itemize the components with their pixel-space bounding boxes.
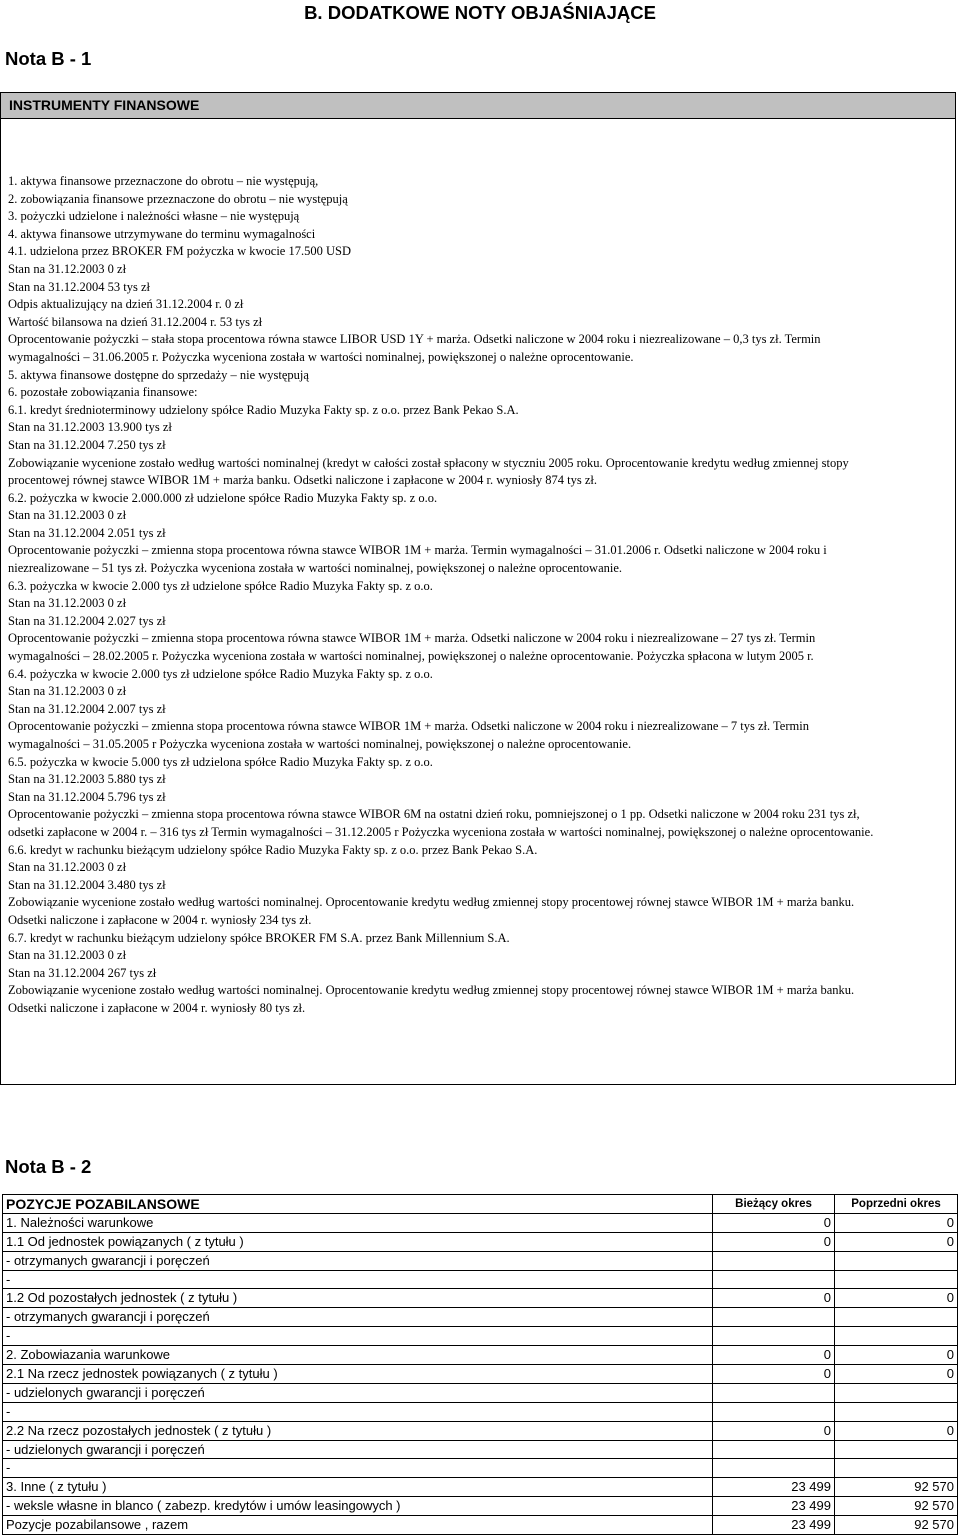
note-text-line: Stan na 31.12.2003 5.880 tys zł bbox=[8, 772, 166, 787]
note-text-line: Stan na 31.12.2003 0 zł bbox=[8, 508, 127, 523]
row-label-cell: 3. Inne ( z tytułu ) bbox=[3, 1478, 713, 1497]
note-text-line: 6.2. pożyczka w kwocie 2.000.000 zł udzielone spółce Radio Muzyka Fakty sp. z o.o. bbox=[8, 490, 438, 505]
note-text-line: Stan na 31.12.2004 5.796 tys zł bbox=[8, 789, 166, 804]
note-text-line: odsetki zapłacone w 2004 r. – 316 tys zł Termin wymagalności – 31.12.2005 r Pożyczka wyceniona została w wartości nominalnej, powiększonej o należne oprocentowanie. bbox=[8, 824, 874, 839]
header-cell-current-period: Bieżący okres bbox=[713, 1195, 835, 1214]
current-period-cell bbox=[713, 1308, 835, 1327]
note-text-line: 6. pozostałe zobowiązania finansowe: bbox=[8, 385, 198, 400]
table-row bbox=[3, 1346, 958, 1365]
note-text-line: Stan na 31.12.2003 0 zł bbox=[8, 261, 127, 276]
note-text-line: Zobowiązanie wycenione zostało według wartości nominalnej. Oprocentowanie kredytu według zmiennej stopy procentowej równej stawce WIBOR 1M + marża banku. bbox=[8, 983, 855, 998]
previous-period-cell: 92 570 bbox=[835, 1478, 958, 1497]
row-label-cell: - otrzymanych gwarancji i poręczeń bbox=[3, 1251, 713, 1270]
row-label-cell: - bbox=[3, 1270, 713, 1289]
instrumenty-finansowe-box bbox=[0, 92, 956, 1085]
row-label-cell: 2.1 Na rzecz jednostek powiązanych ( z tytułu ) bbox=[3, 1365, 713, 1384]
current-period-cell: 23 499 bbox=[713, 1516, 835, 1535]
nota-b1-heading: Nota B - 1 bbox=[5, 48, 92, 69]
row-label-cell: 2. Zobowiazania warunkowe bbox=[3, 1346, 713, 1365]
current-period-cell bbox=[713, 1383, 835, 1402]
previous-period-cell: 0 bbox=[835, 1421, 958, 1440]
table-row bbox=[3, 1289, 958, 1308]
previous-period-cell: 0 bbox=[835, 1213, 958, 1232]
header-cell-previous-period: Poprzedni okres bbox=[835, 1195, 958, 1214]
row-label-cell: 2.2 Na rzecz pozostałych jednostek ( z tytułu ) bbox=[3, 1421, 713, 1440]
note-text-line: 6.7. kredyt w rachunku bieżącym udzielony spółce BROKER FM S.A. przez Bank Millennium S.A. bbox=[8, 930, 510, 945]
note-text-line: 6.1. kredyt średnioterminowy udzielony spółce Radio Muzyka Fakty sp. z o.o. przez Bank Pekao S.A. bbox=[8, 402, 519, 417]
table-row bbox=[3, 1327, 958, 1346]
row-label-cell: - weksle własne in blanco ( zabezp. kredytów i umów leasingowych ) bbox=[3, 1497, 713, 1516]
document-title: B. DODATKOWE NOTY OBJAŚNIAJĄCE bbox=[304, 2, 656, 23]
note-text-line: 6.6. kredyt w rachunku bieżącym udzielony spółce Radio Muzyka Fakty sp. z o.o. przez Bank Pekao S.A. bbox=[8, 842, 538, 857]
nota-b2-heading: Nota B - 2 bbox=[5, 1156, 92, 1177]
previous-period-cell bbox=[835, 1251, 958, 1270]
table-row bbox=[3, 1232, 958, 1251]
note-text-line: 5. aktywa finansowe dostępne do sprzedaży – nie występują bbox=[8, 367, 309, 382]
row-label-cell: - bbox=[3, 1459, 713, 1478]
previous-period-cell: 92 570 bbox=[835, 1497, 958, 1516]
off-balance-table bbox=[2, 1194, 958, 1535]
note-text-line: Oprocentowanie pożyczki – zmienna stopa procentowa równa stawce WIBOR 1M + marża. Odsetki naliczone w 2004 roku i niezrealizowane – 27 tys zł. Termin bbox=[8, 631, 816, 646]
note-text-line: Stan na 31.12.2003 0 zł bbox=[8, 948, 127, 963]
table-row bbox=[3, 1365, 958, 1384]
note-text-line: Oprocentowanie pożyczki – zmienna stopa procentowa równa stawce WIBOR 1M + marża. Odsetki naliczone w 2004 roku i niezrealizowane – 7 tys zł. Termin bbox=[8, 719, 809, 734]
table-row bbox=[3, 1440, 958, 1459]
note-text-line: Zobowiązanie wycenione zostało według wartości nominalnej. Oprocentowanie kredytu według zmiennej stopy procentowej równej stawce WIBOR 1M + marża banku. bbox=[8, 895, 855, 910]
note-text-line: Stan na 31.12.2004 2.007 tys zł bbox=[8, 701, 166, 716]
current-period-cell bbox=[713, 1459, 835, 1478]
note-text-line: Stan na 31.12.2004 2.051 tys zł bbox=[8, 525, 166, 540]
note-text-line: Stan na 31.12.2004 7.250 tys zł bbox=[8, 437, 166, 452]
row-label-cell: - otrzymanych gwarancji i poręczeń bbox=[3, 1308, 713, 1327]
note-text-line: niezrealizowane – 51 tys zł. Pożyczka wyceniona została w wartości nominalnej, powiększonej o należne oprocentowanie. bbox=[8, 561, 623, 576]
note-text-line: Stan na 31.12.2004 53 tys zł bbox=[8, 279, 151, 294]
note-text-line: Oprocentowanie pożyczki – zmienna stopa procentowa równa stawce WIBOR 6M na ostatni dzień roku, pomniejszonej o 1 pp. Odsetki naliczone w 2004 roku 231 tys zł, bbox=[8, 807, 860, 822]
row-label-cell: Pozycje pozabilansowe , razem bbox=[3, 1516, 713, 1535]
current-period-cell: 0 bbox=[713, 1421, 835, 1440]
note-text-line: 3. pożyczki udzielone i należności własne – nie występują bbox=[8, 209, 300, 224]
note-text-line: Oprocentowanie pożyczki – stała stopa procentowa równa stawce LIBOR USD 1Y + marża. Odsetki naliczone w 2004 roku i niezrealizowane – 0,3 tys zł. Termin bbox=[8, 332, 821, 347]
previous-period-cell: 0 bbox=[835, 1289, 958, 1308]
previous-period-cell bbox=[835, 1402, 958, 1421]
previous-period-cell bbox=[835, 1440, 958, 1459]
table-row bbox=[3, 1516, 958, 1535]
previous-period-cell bbox=[835, 1308, 958, 1327]
header-cell-position: POZYCJE POZABILANSOWE bbox=[3, 1195, 713, 1214]
previous-period-cell bbox=[835, 1459, 958, 1478]
note-text-line: Zobowiązanie wycenione zostało według wartości nominalnej (kredyt w całości został spłacony w styczniu 2005 roku. Oprocentowanie kredytu według zmiennej stopy bbox=[8, 455, 849, 470]
row-label-cell: - udzielonych gwarancji i poręczeń bbox=[3, 1383, 713, 1402]
current-period-cell: 0 bbox=[713, 1213, 835, 1232]
row-label-cell: 1.2 Od pozostałych jednostek ( z tytułu ) bbox=[3, 1289, 713, 1308]
note-text-line: 4.1. udzielona przez BROKER FM pożyczka w kwocie 17.500 USD bbox=[8, 244, 351, 259]
section-header-bar bbox=[1, 93, 955, 119]
note-text-line: Stan na 31.12.2003 0 zł bbox=[8, 860, 127, 875]
note-text-line: 6.5. pożyczka w kwocie 5.000 tys zł udzielona spółce Radio Muzyka Fakty sp. z o.o. bbox=[8, 754, 433, 769]
previous-period-cell bbox=[835, 1327, 958, 1346]
note-text-line: Oprocentowanie pożyczki – zmienna stopa procentowa równa stawce WIBOR 1M + marża. Termin wymagalności – 31.01.2006 r. Odsetki naliczone w 2004 roku i bbox=[8, 543, 827, 558]
note-text-line: 1. aktywa finansowe przeznaczone do obrotu – nie występują, bbox=[8, 174, 319, 188]
current-period-cell: 0 bbox=[713, 1289, 835, 1308]
note-text-line: Stan na 31.12.2004 3.480 tys zł bbox=[8, 877, 166, 892]
table-row bbox=[3, 1213, 958, 1232]
note-text-line: Stan na 31.12.2003 0 zł bbox=[8, 596, 127, 611]
note-text-line: Odsetki naliczone i zapłacone w 2004 r. wyniosły 234 tys zł. bbox=[8, 912, 312, 927]
note-text-line: Wartość bilansowa na dzień 31.12.2004 r. 53 tys zł bbox=[8, 314, 263, 329]
note-text-line: Stan na 31.12.2003 13.900 tys zł bbox=[8, 420, 172, 435]
current-period-cell bbox=[713, 1270, 835, 1289]
note-text-line: 2. zobowiązania finansowe przeznaczone do obrotu – nie występują bbox=[8, 191, 348, 206]
row-label-cell: - bbox=[3, 1327, 713, 1346]
note-text-line: Stan na 31.12.2003 0 zł bbox=[8, 684, 127, 699]
table-row bbox=[3, 1270, 958, 1289]
current-period-cell bbox=[713, 1402, 835, 1421]
current-period-cell bbox=[713, 1327, 835, 1346]
current-period-cell: 0 bbox=[713, 1365, 835, 1384]
table-row bbox=[3, 1308, 958, 1327]
previous-period-cell: 0 bbox=[835, 1365, 958, 1384]
row-label-cell: - bbox=[3, 1402, 713, 1421]
note-text-line: Stan na 31.12.2004 2.027 tys zł bbox=[8, 613, 166, 628]
row-label-cell: 1. Należności warunkowe bbox=[3, 1213, 713, 1232]
current-period-cell: 0 bbox=[713, 1232, 835, 1251]
previous-period-cell bbox=[835, 1270, 958, 1289]
section-title: INSTRUMENTY FINANSOWE bbox=[9, 97, 200, 113]
note-text-line: 4. aktywa finansowe utrzymywane do terminu wymagalności bbox=[8, 226, 316, 241]
current-period-cell: 23 499 bbox=[713, 1497, 835, 1516]
previous-period-cell: 0 bbox=[835, 1346, 958, 1365]
row-label-cell: - udzielonych gwarancji i poręczeń bbox=[3, 1440, 713, 1459]
current-period-cell: 0 bbox=[713, 1346, 835, 1365]
current-period-cell bbox=[713, 1251, 835, 1270]
table-row bbox=[3, 1251, 958, 1270]
current-period-cell: 23 499 bbox=[713, 1478, 835, 1497]
table-row bbox=[3, 1478, 958, 1497]
note-text-line: 6.4. pożyczka w kwocie 2.000 tys zł udzielone spółce Radio Muzyka Fakty sp. z o.o. bbox=[8, 666, 433, 681]
table-row bbox=[3, 1402, 958, 1421]
note-text-line: wymagalności – 31.06.2005 r. Pożyczka wyceniona została w wartości nominalnej, powiększonej o należne oprocentowanie. bbox=[8, 349, 634, 364]
note-text-line: wymagalności – 28.02.2005 r. Pożyczka wyceniona została w wartości nominalnej, powiększonej o należne oprocentowanie. Pożyczka spłacona w lutym 2005 r. bbox=[8, 649, 814, 664]
note-text-line: Stan na 31.12.2004 267 tys zł bbox=[8, 965, 157, 980]
table-header-row bbox=[3, 1195, 958, 1214]
note-text-line: procentowej równej stawce WIBOR 1M + marża banku. Odsetki naliczone i zapłacone w 2004 r. wyniosły 874 tys zł. bbox=[8, 473, 597, 488]
current-period-cell bbox=[713, 1440, 835, 1459]
table-row bbox=[3, 1383, 958, 1402]
note-text-line: Odpis aktualizujący na dzień 31.12.2004 r. 0 zł bbox=[8, 297, 244, 312]
previous-period-cell: 92 570 bbox=[835, 1516, 958, 1535]
previous-period-cell: 0 bbox=[835, 1232, 958, 1251]
note-text-body bbox=[8, 173, 953, 1018]
row-label-cell: 1.1 Od jednostek powiązanych ( z tytułu ) bbox=[3, 1232, 713, 1251]
note-text-line: 6.3. pożyczka w kwocie 2.000 tys zł udzielone spółce Radio Muzyka Fakty sp. z o.o. bbox=[8, 578, 433, 593]
table-row bbox=[3, 1459, 958, 1478]
previous-period-cell bbox=[835, 1383, 958, 1402]
note-text-line: wymagalności – 31.05.2005 r Pożyczka wyceniona została w wartości nominalnej, powiększonej o należne oprocentowanie. bbox=[8, 737, 632, 751]
table-row bbox=[3, 1497, 958, 1516]
table-row bbox=[3, 1421, 958, 1440]
note-text-line: Odsetki naliczone i zapłacone w 2004 r. wyniosły 80 tys zł. bbox=[8, 1000, 306, 1015]
